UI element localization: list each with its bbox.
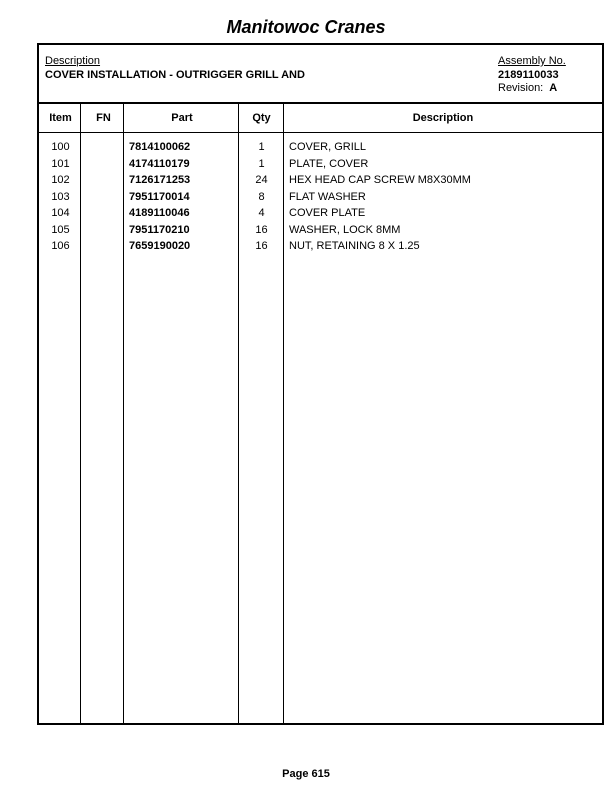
quantity: 24 [255,174,268,186]
revision-value: A [549,82,558,94]
table-row [39,207,602,223]
table-row [39,240,602,256]
item-number: 100 [51,141,70,153]
column-header-part: Part [171,112,193,124]
table-row [39,158,602,174]
part-number: 4174110179 [129,157,190,170]
item-number: 105 [51,223,70,236]
item-number: 101 [51,157,70,170]
table-row [39,174,602,190]
part-number: 7951170014 [129,190,190,203]
parts-list-frame [37,43,604,725]
column-header-item: Item [49,112,72,124]
column-header-qty: Qty [252,112,271,124]
quantity: 16 [255,223,268,236]
item-number: 103 [51,190,70,203]
revision-label: Revision: [498,82,544,94]
part-number: 7659190020 [129,240,191,252]
description-label: Description [45,55,101,67]
part-description: NUT, RETAINING 8 X 1.25 [289,240,420,252]
part-number: 7814100062 [129,141,191,153]
page-number: Page 615 [282,768,330,780]
column-header-fn: FN [96,112,111,124]
part-description: HEX HEAD CAP SCREW M8X30MM [289,174,471,186]
table-row [39,224,602,240]
page-title: Manitowoc Cranes [226,17,386,37]
quantity: 1 [258,141,265,153]
part-description: COVER PLATE [289,207,366,219]
item-number: 102 [51,174,70,186]
description-value: COVER INSTALLATION - OUTRIGGER GRILL AND [45,69,305,81]
item-number: 104 [51,207,70,219]
column-header-description: Description [412,112,474,124]
assembly-header [39,45,602,104]
quantity: 16 [255,240,268,252]
revision [498,82,557,94]
part-number: 7951170210 [129,223,190,236]
part-description: FLAT WASHER [289,190,366,203]
quantity: 8 [258,190,265,203]
part-description: COVER, GRILL [289,141,367,153]
table-row [39,141,602,157]
table-row [39,191,602,207]
part-description: WASHER, LOCK 8MM [289,223,401,236]
assembly-label: Assembly No. [498,55,566,67]
quantity: 4 [258,207,265,219]
assembly-number: 2189110033 [498,69,559,81]
quantity: 1 [258,157,265,170]
part-description: PLATE, COVER [289,157,369,170]
part-number: 7126171253 [129,174,191,186]
part-number: 4189110046 [129,207,190,219]
item-number: 106 [51,240,70,252]
